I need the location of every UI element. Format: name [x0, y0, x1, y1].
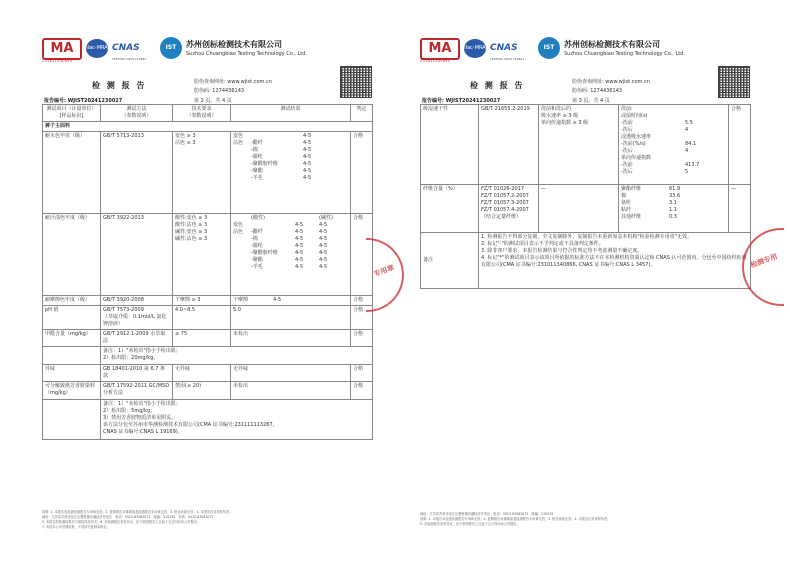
cell-method: GB/T 7573-2009 （萃取介质：0.1mol/L 氯化钾溶液）	[101, 306, 173, 330]
cell-item: pH 值	[43, 306, 101, 330]
report-title: 检 测 报 告	[92, 80, 147, 90]
note-cell: 备注：1）"未检出"指小于检出限； 2）检出限：5mg/kg； 3）禁用芳香胺物质清单见附页。 该方法分包至苏州市华测检测技术有限公司(CMA 证书编号:231111113267, CNAS 证书编号:CNAS L 19169)。	[101, 400, 373, 440]
table-row	[43, 330, 373, 347]
cell-method: GB/T 3922-2013	[101, 214, 173, 296]
result-values: 5.5 4 84.1 4 413.7 5	[685, 120, 700, 175]
cell-item: 吸湿速干性	[421, 105, 479, 185]
cell-method: FZ/T 01026-2017 FZ/T 01057.2-2007 FZ/T 01057.3-2007 FZ/T 01057.4-2007 （结合定量纤维）	[479, 185, 539, 233]
report-header	[420, 36, 750, 66]
cell-item: 耐汗渍色牢度（级）	[43, 214, 101, 296]
table-row	[421, 185, 751, 233]
cell-judgement: —	[729, 185, 751, 233]
report-number: 报告编号: WJIST20241230027	[422, 98, 501, 104]
report-number: 报告编号: WJIST20241230027	[44, 98, 123, 104]
cell-method: GB/T 2912.1-2009 水萃取法	[101, 330, 173, 347]
result-values: 4-5 4-5 4-5 4-5 4-5 4-5 4-5	[303, 133, 312, 181]
remark-row	[421, 233, 751, 289]
cell-requirement: 无异味	[173, 365, 231, 382]
title-row	[42, 76, 372, 104]
inspection-seal-left: 专用章	[366, 238, 404, 312]
page-info: 第 2 页，共 4 页	[194, 98, 232, 104]
cnas-subtitle: TESTING CNAS L19841	[112, 57, 147, 61]
company-name-cn: 苏州创标检测技术有限公司	[186, 40, 282, 49]
ist-logo: IST	[160, 37, 182, 59]
cell-judgement: 合格	[351, 365, 373, 382]
cell-judgement: 合格	[729, 105, 751, 185]
cell-method: GB/T 17592-2011 GC/MSD 分析方法	[101, 382, 173, 400]
remark-cell: 1. 检测报告不得部分复制，全文复制除外，复制报告未重新加盖本机构"检验检测专用章"无效。 2. 标记"-"的测试项目表示不予判定或不具备判定条件。 3. 除非客户要求，本报告检测结果与符合性判定均不考虑测量不确定度。 4. 标记"*"的测试项目表示该项目所依据的标准方法不在本检测机构资质认定和 CNAS 认可范围内，分包至中国纺织检测有限公司(CMA 证书编号:231011340866, CNAS 证书编号:CNAS L 3457)。	[479, 233, 751, 289]
cma-number: 231611340840	[420, 59, 451, 63]
cnas-subtitle: TESTING CNAS L19841	[490, 57, 525, 61]
anti-fake-url: 防伪查询网址: www.wjist.com.cn	[572, 79, 650, 85]
anti-fake-code: 防伪码: 1274436143	[194, 88, 245, 94]
result-values-alkaline: (碱性) 4-5 4-5 4-5 4-5 4-5 4-5 4-5	[319, 215, 333, 270]
header-judgement: 判定	[351, 105, 373, 122]
note-spacer	[43, 347, 101, 365]
anti-fake-code: 防伪码: 1274436143	[572, 88, 623, 94]
header-method: 测试方法 （参数说明）	[101, 105, 173, 122]
cell-result	[231, 132, 351, 214]
cell-result	[231, 214, 351, 296]
note-spacer	[43, 400, 101, 440]
cell-requirement: 酸性:变色 ≥ 3 酸性:沾色 ≥ 3 碱性:变色 ≥ 3 碱性:沾色 ≥ 3	[173, 214, 231, 296]
header-item: 测试项目（计量单位） [样品标识]	[43, 105, 101, 122]
cell-result: 无异味	[231, 365, 351, 382]
cell-requirement: —	[539, 185, 619, 233]
ist-logo: IST	[538, 37, 560, 59]
cell-judgement: 合格	[351, 214, 373, 296]
cell-result: 干摩擦 4-5	[231, 296, 351, 306]
result-labels: 变色 沾色	[233, 133, 244, 146]
qr-code	[718, 66, 750, 98]
cell-requirement: 干摩擦 ≥ 3	[173, 296, 231, 306]
page-footer: 地址：江苏省苏州市吴江区黎里镇汾湖经济开发区 电话：0512-63083072 邮编：215235 说明: 1. 本报告未加盖检测报告专用章无效；2. 复制报告未重新加盖检测报告专用章无效；3. 报告涂改无效；4. 本报告仅对来样负责。 5. 对检测报告若有异议，应于收到报告之日起十五日内向本公司提出。	[420, 512, 611, 526]
cell-item: 耐水色牢度（级）	[43, 132, 101, 214]
table-row	[43, 306, 373, 330]
header-requirement: 技术要求 （参数说明）	[173, 105, 231, 122]
cell-item: 可分解致癌芳香胺染料（mg/kg）	[43, 382, 101, 400]
report-header	[42, 36, 372, 66]
cell-requirement: ≤ 75	[173, 330, 231, 347]
result-labels: 变色 沾色	[233, 222, 244, 235]
result-values-acid: 4-5 4-5 4-5 4-5 4-5 4-5 4-5	[295, 222, 304, 270]
cell-result: 未检出	[231, 382, 351, 400]
table-row	[43, 296, 373, 306]
table-row	[43, 132, 373, 214]
qr-code	[340, 66, 372, 98]
title-row	[420, 76, 750, 104]
cnas-logo: CNAS	[490, 43, 518, 53]
cell-result: 5.0	[231, 306, 351, 330]
anti-fake-url: 防伪查询网址: www.wjist.com.cn	[194, 79, 272, 85]
cell-item: 异味	[43, 365, 101, 382]
cell-judgement: 合格	[351, 296, 373, 306]
cell-requirement: 禁用(≤ 20)	[173, 382, 231, 400]
note-row	[43, 400, 373, 440]
result-sublabels: -醋纤 -棉 -腈纶 -聚酰胺纤维 -聚酯 -羊毛	[251, 140, 278, 181]
report-page-3	[420, 36, 750, 526]
page-footer: 说明: 1. 本报告未加盖检测报告专用章无效；2. 复制报告未重新加盖检测报告专用章无效；3. 报告涂改无效；4. 本报告仅对来样负责。 地址：江苏省苏州市吴江区黎里镇汾湖经济开发区 电话：0512-63083072 邮编：215235 传真：0512-63083072 5. 本报告的检测结果仅与被检样品有关；6. 对检测报告若有异议，应于收到报告之日起十五日内向本公司提出； 7. 未经本公司书面批准，不得部分复制本报告。	[42, 510, 233, 529]
table-row	[43, 382, 373, 400]
inspection-seal-right: 检测专用	[742, 228, 784, 306]
result-sublabels: (酸性) -醋纤 -棉 -腈纶 -聚酰胺纤维 -聚酯 -羊毛	[251, 215, 278, 270]
cma-logo: MA	[420, 38, 460, 60]
note-cell: 备注：1）"未检出"指小于检出限； 2）检出限：20mg/kg。	[101, 347, 373, 365]
cell-result	[619, 185, 729, 233]
table-header-row	[43, 105, 373, 122]
results-table	[42, 104, 373, 440]
cell-judgement: 合格	[351, 330, 373, 347]
cell-item: 纤维含量（%）	[421, 185, 479, 233]
remark-label: 备注	[421, 233, 479, 289]
result-labels: 聚酯纤维 棉 氨纶 粘纤 其他纤维	[621, 186, 642, 220]
report-title: 检 测 报 告	[470, 80, 525, 90]
cell-judgement: 合格	[351, 306, 373, 330]
company-name-en: Suzhou Chuangbiao Testing Technology Co., Ltd.	[564, 51, 685, 57]
cell-judgement: 合格	[351, 132, 373, 214]
cell-requirement: 洗前和洗后的 吸水速率 ≥ 3 级 单向传递指数 ≥ 3 级	[539, 105, 619, 185]
cell-judgement: 合格	[351, 382, 373, 400]
ilac-logo: ilac-MRA	[86, 39, 108, 58]
note-row	[43, 347, 373, 365]
report-page-2	[42, 36, 372, 529]
cell-requirement: 变色 ≥ 3 沾色 ≥ 3	[173, 132, 231, 214]
result-values: 61.9 33.6 3.1 1.1 0.3	[669, 186, 681, 220]
cell-item: 耐摩擦色牢度（级）	[43, 296, 101, 306]
results-table	[420, 104, 751, 289]
cell-result: 未检出	[231, 330, 351, 347]
result-labels: 洗前: 浸湿时间(s) -洗前 -洗后 浸透吸水速率 -洗前(%/s) -洗后 单向传递指数 -洗前 -洗后	[621, 106, 652, 175]
cell-method: GB 18401-2010 第 6.7 条款	[101, 365, 173, 382]
cell-result	[619, 105, 729, 185]
company-name-cn: 苏州创标检测技术有限公司	[564, 40, 660, 49]
ilac-logo: ilac-MRA	[464, 39, 486, 58]
cnas-logo: CNAS	[112, 43, 140, 53]
cell-method: GB/T 3920-2008	[101, 296, 173, 306]
cma-number: 231611340840	[42, 59, 73, 63]
company-name-en: Suzhou Chuangbiao Testing Technology Co., Ltd.	[186, 51, 307, 57]
section-title: 裤子主面料	[43, 122, 373, 132]
cell-method: GB/T 21655.2-2019	[479, 105, 539, 185]
header-result: 测试结果	[231, 105, 351, 122]
section-row	[43, 122, 373, 132]
table-row	[43, 214, 373, 296]
cell-method: GB/T 5713-2013	[101, 132, 173, 214]
table-row	[43, 365, 373, 382]
table-row	[421, 105, 751, 185]
cma-logo: MA	[42, 38, 82, 60]
cell-item: 甲醛含量（mg/kg）	[43, 330, 101, 347]
cell-requirement: 4.0~8.5	[173, 306, 231, 330]
page-info: 第 3 页，共 4 页	[572, 98, 610, 104]
